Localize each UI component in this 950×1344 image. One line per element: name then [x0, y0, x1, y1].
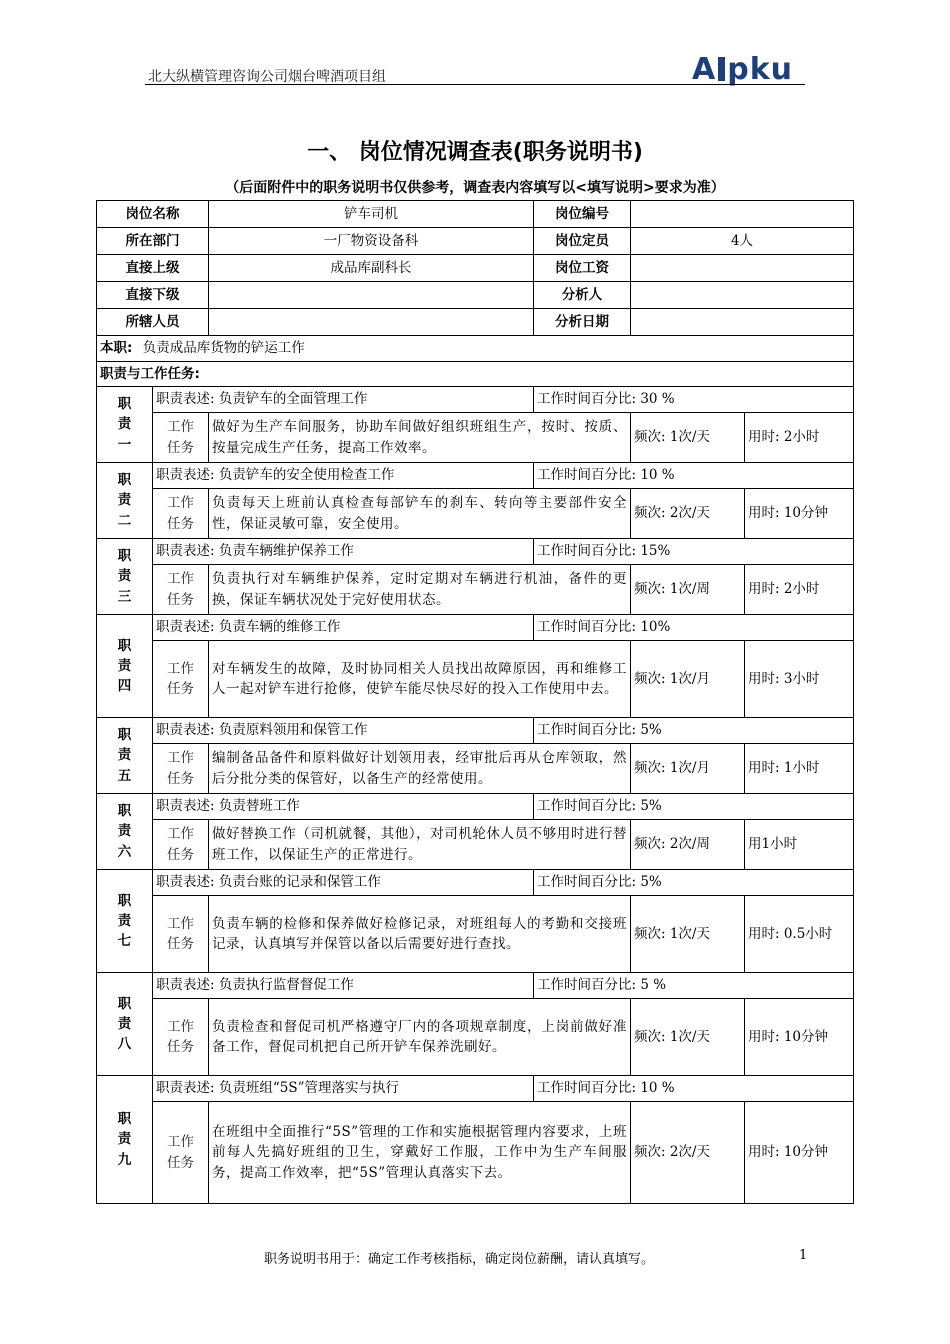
- task-label: 工作 任务: [153, 999, 209, 1076]
- duty-label: 职 责 五: [97, 718, 153, 794]
- duties-header: 职责与工作任务:: [97, 362, 854, 387]
- duty-label: 职 责 一: [97, 387, 153, 463]
- duty-row: [97, 463, 854, 489]
- task-duration: 用1小时: [745, 820, 854, 870]
- duty-description: 职责表述: 负责台账的记录和保管工作: [153, 870, 534, 896]
- task-duration: 用时: 10分钟: [745, 1102, 854, 1204]
- task-duration: 用时: 10分钟: [745, 489, 854, 539]
- duty-description: 职责表述: 负责铲车的安全使用检查工作: [153, 463, 534, 489]
- task-description: 负责执行对车辆维护保养，定时定期对车辆进行机油，备件的更换，保证车辆状况处于完好使用状态。: [209, 565, 631, 615]
- task-row: [97, 641, 854, 718]
- task-row: [97, 413, 854, 463]
- task-duration: 用时: 2小时: [745, 413, 854, 463]
- task-label: 工作 任务: [153, 896, 209, 973]
- task-duration: 用时: 2小时: [745, 565, 854, 615]
- task-label: 工作 任务: [153, 1102, 209, 1204]
- task-row: [97, 820, 854, 870]
- analysis-date-label: 分析日期: [534, 309, 631, 336]
- task-duration: 用时: 0.5小时: [745, 896, 854, 973]
- task-frequency: 频次: 2次/周: [631, 820, 745, 870]
- duty-description: 职责表述: 负责执行监督督促工作: [153, 973, 534, 999]
- duty-description: 职责表述: 负责替班工作: [153, 794, 534, 820]
- duty-time-percent: 工作时间百分比: 10 %: [534, 463, 854, 489]
- task-description: 对车辆发生的故障，及时协同相关人员找出故障原因，再和维修工人一起对铲车进行抢修，使铲车能尽快尽好的投入工作使用中去。: [209, 641, 631, 718]
- job-survey-table: [96, 200, 854, 1204]
- company-logo: A pku: [692, 52, 794, 87]
- task-description: 编制备品备件和原料做好计划领用表，经审批后再从仓库领取，然后分批分类的保管好，以备生产的经常使用。: [209, 744, 631, 794]
- footer-note: 职务说明书用于：确定工作考核指标，确定岗位薪酬，请认真填写。: [264, 1252, 655, 1267]
- duty-label: 职 责 七: [97, 870, 153, 973]
- page-subtitle: （后面附件中的职务说明书仅供参考，调查表内容填写以<填写说明>要求为准）: [225, 180, 725, 196]
- duty-time-percent: 工作时间百分比: 5%: [534, 870, 854, 896]
- task-frequency: 频次: 1次/天: [631, 413, 745, 463]
- duty-row: [97, 718, 854, 744]
- task-frequency: 频次: 2次/天: [631, 1102, 745, 1204]
- task-description: 负责车辆的检修和保养做好检修记录，对班组每人的考勤和交接班记录，认真填写并保管以备以后需要好进行查找。: [209, 896, 631, 973]
- task-row: [97, 999, 854, 1076]
- task-description: 做好为生产车间服务，协助车间做好组织班组生产，按时、按质、按量完成生产任务，提高工作效率。: [209, 413, 631, 463]
- duty-row: [97, 794, 854, 820]
- task-label: 工作 任务: [153, 820, 209, 870]
- duty-label: 职 责 八: [97, 973, 153, 1076]
- duty-time-percent: 工作时间百分比: 15%: [534, 539, 854, 565]
- superior-value: 成品库副科长: [209, 255, 534, 282]
- task-description: 负责每天上班前认真检查每部铲车的刹车、转向等主要部件安全性，保证灵敏可靠，安全使用。: [209, 489, 631, 539]
- position-no-value: [631, 201, 854, 228]
- header-divider: [145, 84, 805, 85]
- task-description: 在班组中全面推行“5S”管理的工作和实施根据管理内容要求，上班前每人先搞好班组的卫生，穿戴好工作服，工作中为生产车间服务，提高工作效率，把“5S”管理认真落实下去。: [209, 1102, 631, 1204]
- subordinate-label: 直接下级: [97, 282, 209, 309]
- duty-row: [97, 387, 854, 413]
- task-row: [97, 896, 854, 973]
- duty-description: 职责表述: 负责车辆的维修工作: [153, 615, 534, 641]
- task-frequency: 频次: 1次/天: [631, 896, 745, 973]
- page-title: 一、 岗位情况调查表(职务说明书): [307, 140, 643, 165]
- job-summary-label: 本职:: [100, 340, 133, 357]
- staff-value: [209, 309, 534, 336]
- duty-row: [97, 539, 854, 565]
- duty-description: 职责表述: 负责铲车的全面管理工作: [153, 387, 534, 413]
- analyst-label: 分析人: [534, 282, 631, 309]
- staff-label: 所辖人员: [97, 309, 209, 336]
- analysis-date-value: [631, 309, 854, 336]
- task-row: [97, 565, 854, 615]
- dept-label: 所在部门: [97, 228, 209, 255]
- duty-description: 职责表述: 负责车辆维护保养工作: [153, 539, 534, 565]
- duty-time-percent: 工作时间百分比: 10 %: [534, 1076, 854, 1102]
- task-label: 工作 任务: [153, 744, 209, 794]
- position-name-label: 岗位名称: [97, 201, 209, 228]
- subordinate-value: [209, 282, 534, 309]
- duty-label: 职 责 三: [97, 539, 153, 615]
- task-row: [97, 1102, 854, 1204]
- duty-description: 职责表述: 负责班组“5S”管理落实与执行: [153, 1076, 534, 1102]
- task-frequency: 频次: 1次/周: [631, 565, 745, 615]
- header-company: 北大纵横管理咨询公司烟台啤酒项目组: [148, 69, 386, 85]
- task-duration: 用时: 1小时: [745, 744, 854, 794]
- task-duration: 用时: 3小时: [745, 641, 854, 718]
- salary-value: [631, 255, 854, 282]
- task-label: 工作 任务: [153, 641, 209, 718]
- duty-time-percent: 工作时间百分比: 5%: [534, 718, 854, 744]
- duty-label: 职 责 九: [97, 1076, 153, 1204]
- task-row: [97, 489, 854, 539]
- duty-description: 职责表述: 负责原料领用和保管工作: [153, 718, 534, 744]
- task-label: 工作 任务: [153, 489, 209, 539]
- quota-value: 4人: [631, 228, 854, 255]
- salary-label: 岗位工资: [534, 255, 631, 282]
- job-summary-text: 负责成品库货物的铲运工作: [142, 340, 305, 357]
- position-name-value: 铲车司机: [209, 201, 534, 228]
- duty-time-percent: 工作时间百分比: 5%: [534, 794, 854, 820]
- duty-label: 职 责 二: [97, 463, 153, 539]
- page-number: 1: [799, 1248, 808, 1263]
- duty-row: [97, 973, 854, 999]
- dept-value: 一厂物资设备科: [209, 228, 534, 255]
- analyst-value: [631, 282, 854, 309]
- duty-row: [97, 870, 854, 896]
- quota-label: 岗位定员: [534, 228, 631, 255]
- position-no-label: 岗位编号: [534, 201, 631, 228]
- job-summary-row: [97, 336, 854, 362]
- task-frequency: 频次: 1次/月: [631, 641, 745, 718]
- duty-time-percent: 工作时间百分比: 5 %: [534, 973, 854, 999]
- duty-time-percent: 工作时间百分比: 30 %: [534, 387, 854, 413]
- task-frequency: 频次: 2次/天: [631, 489, 745, 539]
- duty-row: [97, 615, 854, 641]
- task-frequency: 频次: 1次/月: [631, 744, 745, 794]
- task-label: 工作 任务: [153, 413, 209, 463]
- duty-label: 职 责 四: [97, 615, 153, 718]
- duty-time-percent: 工作时间百分比: 10%: [534, 615, 854, 641]
- duty-label: 职 责 六: [97, 794, 153, 870]
- duty-row: [97, 1076, 854, 1102]
- task-duration: 用时: 10分钟: [745, 999, 854, 1076]
- task-description: 做好替换工作（司机就餐，其他），对司机轮休人员不够用时进行替班工作，以保证生产的正常进行。: [209, 820, 631, 870]
- task-row: [97, 744, 854, 794]
- task-description: 负责检查和督促司机严格遵守厂内的各项规章制度，上岗前做好准备工作，督促司机把自己所开铲车保养洗刷好。: [209, 999, 631, 1076]
- task-frequency: 频次: 1次/天: [631, 999, 745, 1076]
- superior-label: 直接上级: [97, 255, 209, 282]
- task-label: 工作 任务: [153, 565, 209, 615]
